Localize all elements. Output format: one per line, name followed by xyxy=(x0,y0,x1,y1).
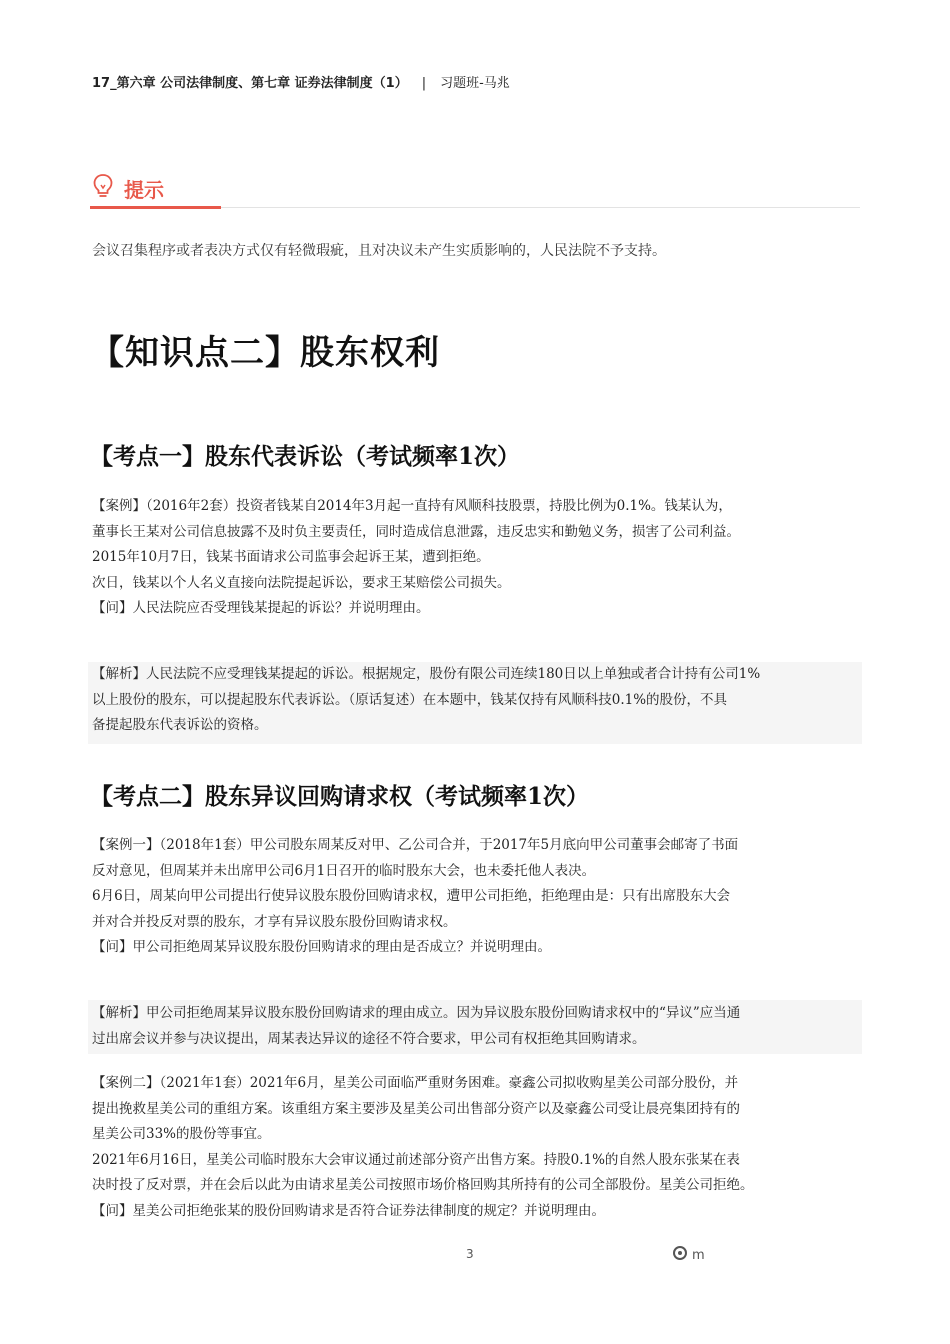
analysis-line: 【解析】甲公司拒绝周某异议股东股份回购请求的理由成立。因为异议股东股份回购请求权中的“异议”应当通 xyxy=(92,1005,741,1021)
page-number: 3 xyxy=(466,1247,474,1261)
case-line: 并对合并投反对票的股东，才享有异议股东股份回购请求权。 xyxy=(92,913,457,930)
point2-title: 【考点二】股东异议回购请求权（考试频率1次） xyxy=(90,783,590,810)
page-header xyxy=(92,72,510,91)
case-line: 6月6日，周某向甲公司提出行使异议股东股份回购请求权，遭甲公司拒绝，拒绝理由是：只有出席股东大会 xyxy=(92,888,731,904)
point2-analysis1 xyxy=(88,1000,862,1054)
case-line: 【案例二】（2021年1套）2021年6月，星美公司面临严重财务困难。豪鑫公司拟收购星美公司部分股份，并 xyxy=(92,1075,739,1091)
tip-title: 提示 xyxy=(124,177,164,202)
case-line: 【案例】（2016年2套）投资者钱某自2014年3月起一直持有风顺科技股票，持股比例为0.1%。钱某认为， xyxy=(92,498,732,514)
footer-logo xyxy=(672,1245,705,1265)
point1-title: 【考点一】股东代表诉讼（考试频率1次） xyxy=(90,443,521,470)
header-separator: | xyxy=(421,76,427,91)
point1-analysis xyxy=(88,662,862,744)
question-line: 【问】人民法院应否受理钱某提起的诉讼？并说明理由。 xyxy=(92,600,430,616)
logo-text: m xyxy=(692,1247,705,1263)
case-line: 董事长王某对公司信息披露不及时负主要责任，同时造成信息泄露，违反忠实和勤勉义务，损害了公司利益。 xyxy=(92,523,740,540)
case-line: 决时投了反对票，并在会后以此为由请求星美公司按照市场价格回购其所持有的公司全部股份。星美公司拒绝。 xyxy=(92,1177,754,1193)
case-line: 星美公司33%的股份等事宜。 xyxy=(92,1126,271,1142)
analysis-line: 以上股份的股东，可以提起股东代表诉讼。（原话复述）在本题中，钱某仅持有风顺科技0.1%的股份，不具 xyxy=(92,691,728,708)
question-line: 【问】甲公司拒绝周某异议股东股份回购请求的理由是否成立？并说明理由。 xyxy=(92,939,551,955)
case-line: 提出挽救星美公司的重组方案。该重组方案主要涉及星美公司出售部分资产以及豪鑫公司受让晨亮集团持有的 xyxy=(92,1100,740,1117)
case-line: 反对意见，但周某并未出席甲公司6月1日召开的临时股东大会，也未委托他人表决。 xyxy=(92,862,596,879)
course-name: 习题班-马兆 xyxy=(440,76,510,91)
point2-case1 xyxy=(92,833,867,961)
point2-case2 xyxy=(92,1071,867,1224)
document-title: 17_第六章 公司法律制度、第七章 证券法律制度（1） xyxy=(92,76,408,91)
tip-header xyxy=(92,172,164,204)
case-line: 2015年10月7日，钱某书面请求公司监事会起诉王某，遭到拒绝。 xyxy=(92,549,490,565)
analysis-line: 过出席会议并参与决议提出，周某表达异议的途径不符合要求，甲公司有权拒绝其回购请求。 xyxy=(92,1030,646,1047)
tip-text: 会议召集程序或者表决方式仅有轻微瑕疵，且对决议未产生实质影响的，人民法院不予支持。 xyxy=(92,243,666,259)
analysis-line: 备提起股东代表诉讼的资格。 xyxy=(92,717,268,733)
analysis-line: 【解析】人民法院不应受理钱某提起的诉讼。根据规定，股份有限公司连续180日以上单独或者合计持有公司1% xyxy=(92,666,761,682)
question-line: 【问】星美公司拒绝张某的股份回购请求是否符合证券法律制度的规定？并说明理由。 xyxy=(92,1202,605,1219)
point1-case xyxy=(92,494,867,622)
case-line: 次日，钱某以个人名义直接向法院提起诉讼，要求王某赔偿公司损失。 xyxy=(92,574,511,591)
section-title: 【知识点二】股东权利 xyxy=(90,333,440,373)
logo-icon xyxy=(672,1245,688,1265)
case-line: 2021年6月16日，星美公司临时股东大会审议通过前述部分资产出售方案。持股0.1%的自然人股东张某在表 xyxy=(92,1151,740,1168)
tip-underline xyxy=(90,206,221,209)
case-line: 【案例一】（2018年1套）甲公司股东周某反对甲、乙公司合并，于2017年5月底向甲公司董事会邮寄了书面 xyxy=(92,837,739,853)
lightbulb-icon xyxy=(92,173,114,203)
